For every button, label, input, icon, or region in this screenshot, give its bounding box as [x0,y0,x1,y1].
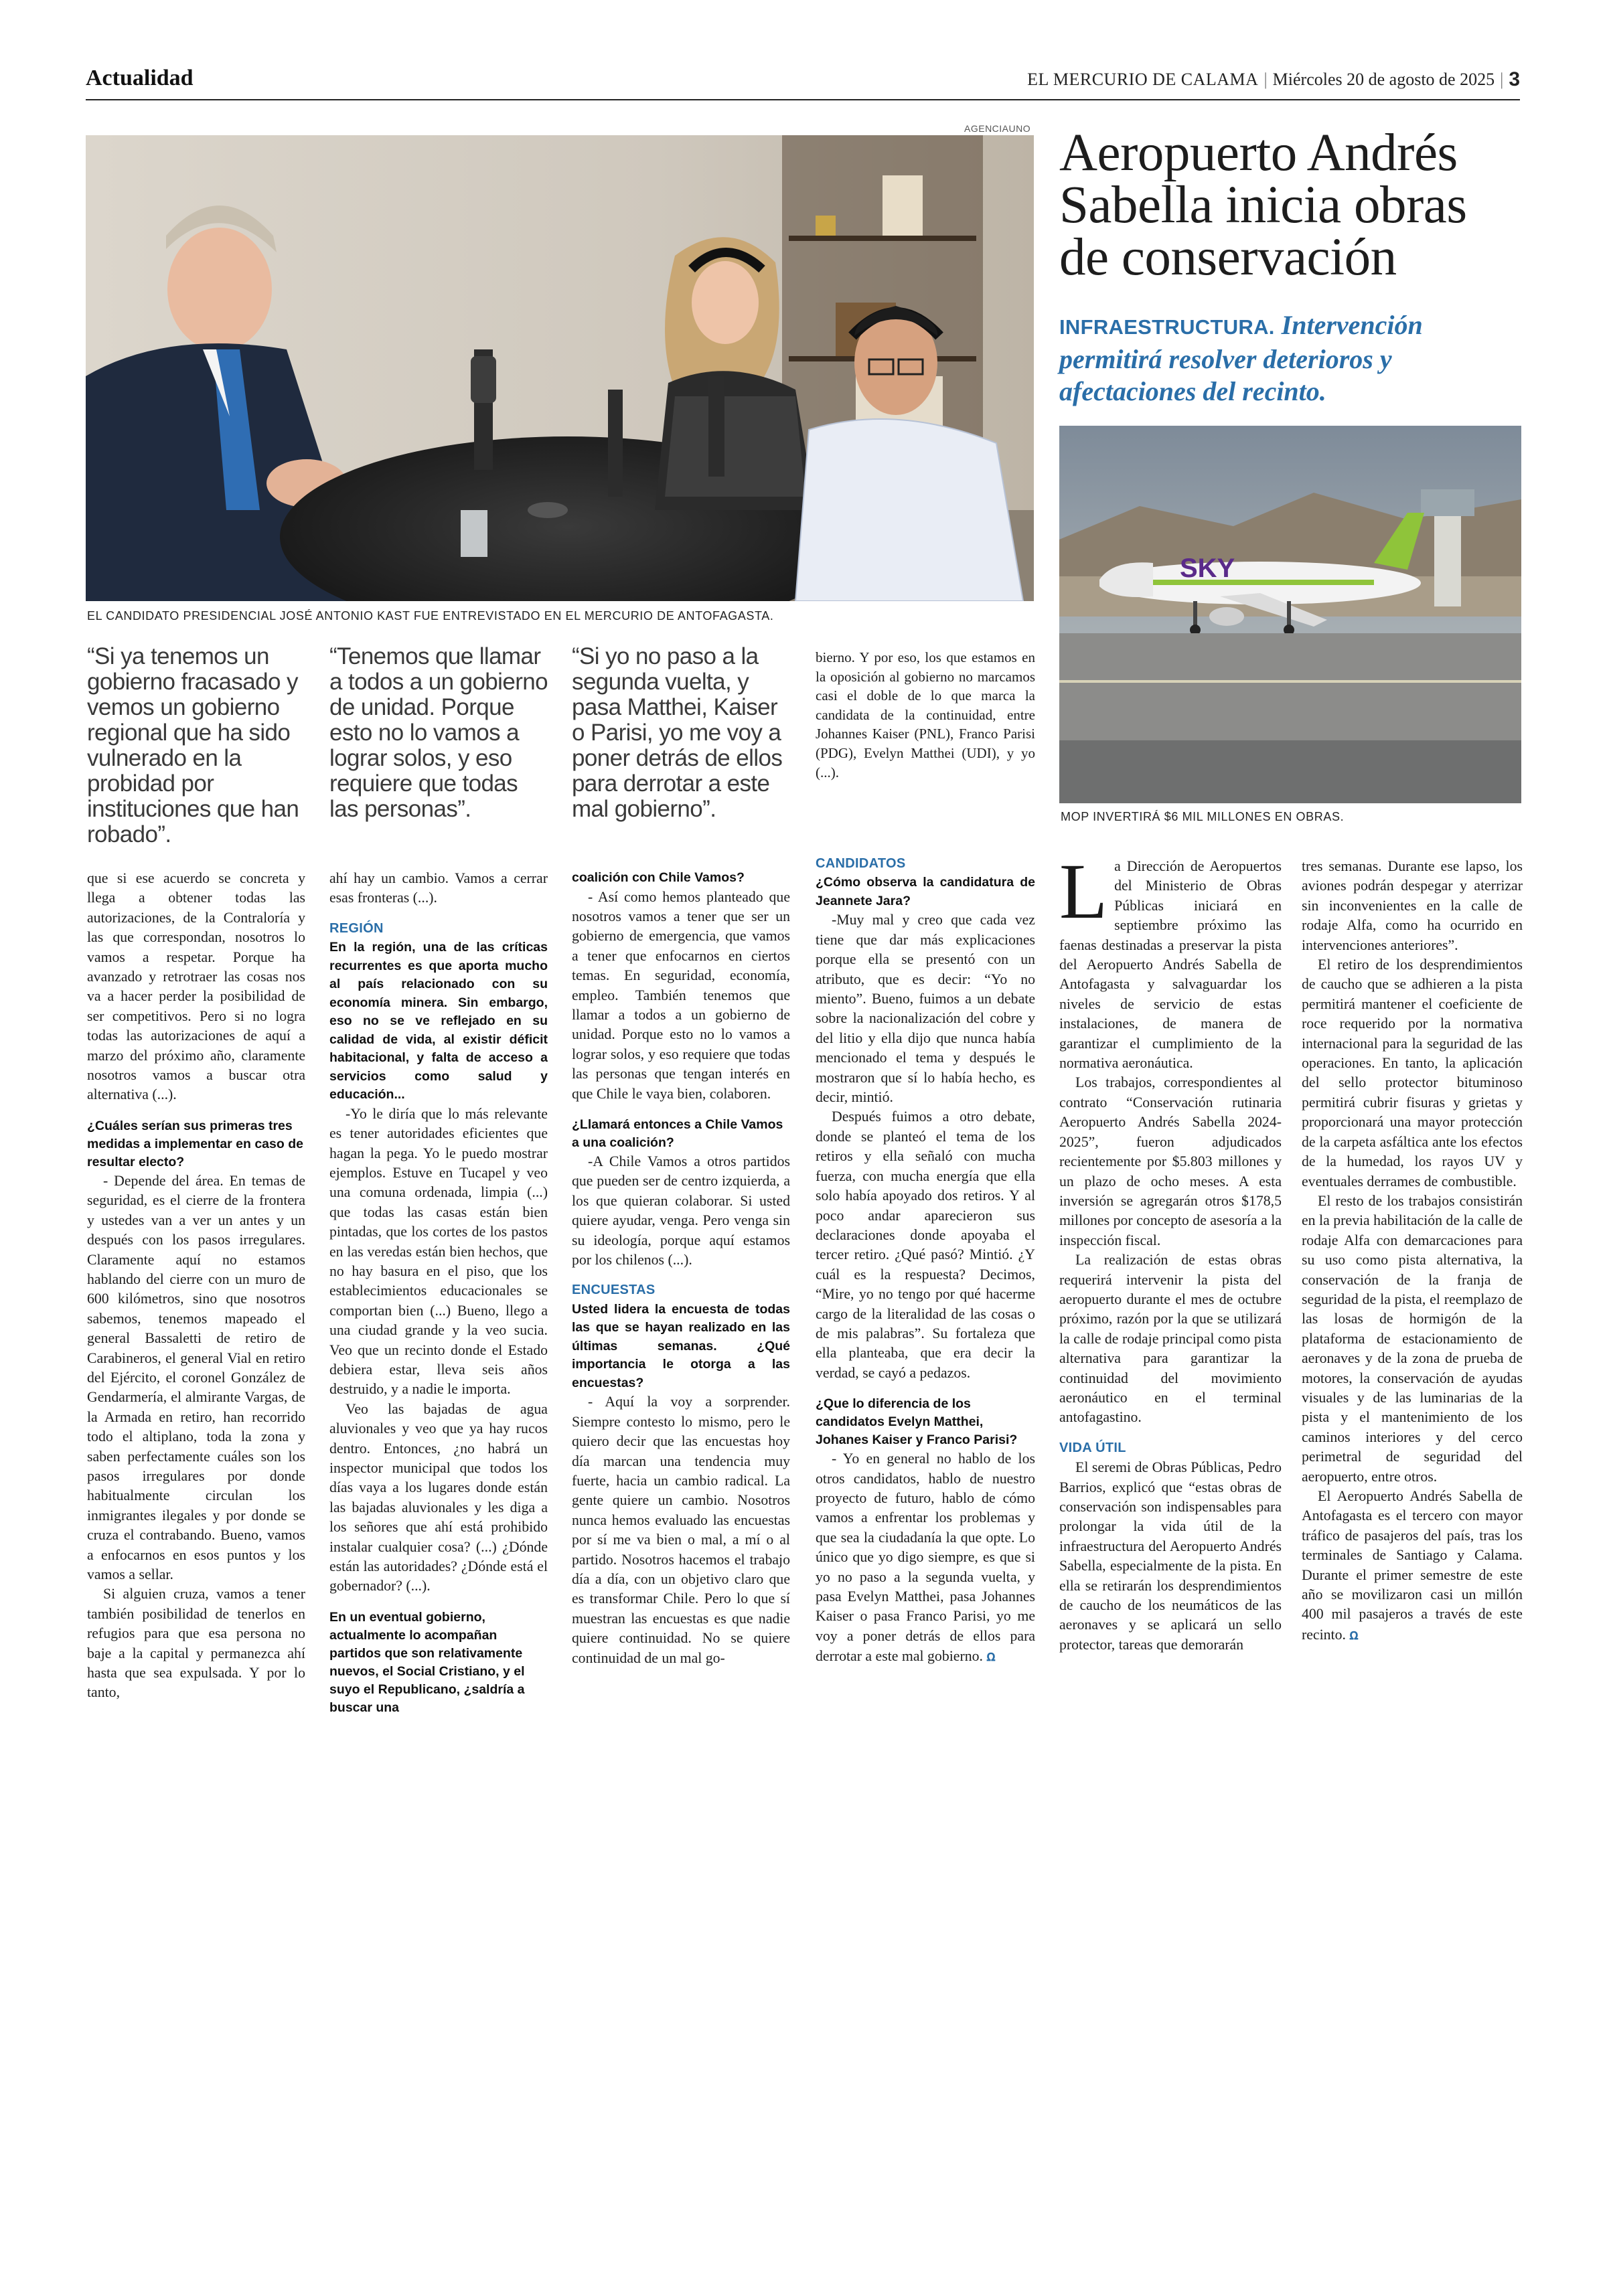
airport-column-1 [1059,847,1282,1655]
subheading-region: REGIÓN [329,920,384,936]
paragraph: bierno. Y por eso, los que estamos en la oposición al gobierno no marcamos casi el doble de lo que marca la candidata de la continuidad, entre Johannes Kaiser (PNL), Franco Parisi (PDG), Evelyn Matthei (UDI), y yo (...). [816,649,1035,781]
paragraph-text: El Aeropuerto Andrés Sabella de Antofagasta es el tercero con mayor tráfico de pasajeros del país, tras los terminales de Santiago y Calama. Durante el primer semestre de este año se movilizaron casi un millón 400 mil pasajeros a través de este recinto. [1302,1488,1523,1643]
interview-question: En un eventual gobierno, actualmente lo acompañan partidos que son relativamente nuevos, el Social Cristiano, y el suyo el Republicano, ¿saldría a buscar una [329,1609,525,1715]
paragraph: Si alguien cruza, vamos a tener también posibilidad de tenerlos en refugios para que esa persona no baje a la capital y permanezca ahí hasta que sea expulsada. Y por lo tanto, [87,1586,305,1701]
paragraph-text: - Yo en general no hablo de los otros candidatos, hablo de nuestro proyecto de futuro, hablo de cómo vamos a enfrentar los problemas y que sea la ciudadanía la que opte. Lo único que yo digo siempre, es que si yo no paso a la segunda vuelta, y pasa Evelyn Matthei, pasa Johannes Kaiser o pasa Franco Parisi, yo me voy a poner detrás de ellos para derrotar a este mal gobierno. [816,1451,1035,1665]
end-mark-icon: ꭥ [986,1647,996,1665]
page-number: 3 [1509,68,1520,90]
paragraph [1302,1487,1523,1645]
pull-quote-2: “Tenemos que llamar a todos a un gobierno de unidad. Porque esto no lo vamos a lograr solos, y eso requiere que todas las personas”. [329,643,548,822]
airport-deck-text: Intervención permitirá resolver deterioros y afectaciones del recinto. [1059,310,1423,406]
paragraph: El resto de los trabajos consistirán en la previa habilitación de la calle de rodaje Alfa con demarcaciones para su uso como pista alternativa, la conservación de la franja de seguridad de la pista, el reemplazo de las losas de hormigón de la plataforma de estacionamiento de aeronaves y de la zona de prueba de motores, la conservación de ayudas visuales y de las luminarias de la pista y el mantenimiento de los caminos interiores y del cerco perimetral de seguridad del aeropuerto, entre otros. [1302,1192,1523,1485]
masthead-separator-2: | [1500,70,1504,89]
issue-date: Miércoles 20 de agosto de 2025 [1272,70,1495,89]
interview-question: ¿Que lo diferencia de los candidatos Evelyn Matthei, Johanes Kaiser y Franco Parisi? [816,1396,1018,1448]
interview-question: Usted lidera la encuesta de todas las que se hayan realizado en las últimas semanas. ¿Qué importancia le otorga a las encuestas? [572,1301,790,1390]
interview-col4-top [816,648,1035,782]
interview-question: En la región, una de las críticas recurrentes es que aporta mucho al país relacionado con su economía minera. Sin embargo, eso no se ve reflejado en su calidad de vida, al existir déficit habitacional, y falta de acceso a servicios como salud y educación... [329,940,548,1102]
paragraph: - Depende del área. En temas de seguridad, es el cierre de la frontera y ustedes van a ver un antes y un después con los pasos irregulares. Claramente aquí no estamos hablando del cierre con un muro de 600 kilómetros, sino que nosotros sabemos, tenemos mapeado el general Bassaletti de retiro de Carabineros, el general Vial en retiro del Ejército, el coronel González de Gendarmería, el almirante Vargas, de la Armada en retiro, han recorrido todo el altiplano, toda la zona y saben perfectamente cuáles son los pasos irregulares por donde habitualmente circulan los inmigrantes ilegales y por donde se cruza el contrabando. Bueno, vamos a enfocarnos en esos puntos y los vamos a sellar. [87,1172,305,1582]
paragraph: -A Chile Vamos a otros partidos que pueden ser de centro izquierda, a los que quieran colaborar. Si usted quiere ayudar, venga. Pero venga sin su ideología, porque aquí estamos por los chilenos (...). [572,1153,790,1268]
paragraph: -Yo le diría que lo más relevante es tener autoridades eficientes que hagan la pega. Yo le puedo mostrar ejemplos. Estuve en Tucapel y veo una comuna ordenada, limpia (...) que todas las casas están bien pintadas, que los cortes de los pastos en las veredas están bien hechos, que no hay basura en el piso, que los establecimientos educacionales se comportan bien (...) Bueno, llego a una ciudad grande y la veo sucia. Veo que un recinto donde el Estado debiera estar, lleva seis años destruido, y a nadie le importa. [329,1105,548,1398]
paragraph: Después fuimos a otro debate, donde se planteó el tema de los retiros y ella señaló con mucha fuerza, con mucha energía que ella solo había apoyado dos retiros. Y al poco andar aparecieron sus declaraciones donde apoyaba el tercer retiro. ¿Qué pasó? Mintió. ¿Y cuál es la respuesta? Decimos, “Mire, yo no tengo por qué hacerme cargo de la literalidad de las cosas o de mis palabras”. Su fortaleza que ella planteaba, que era decir la verdad, se cayó a pedazos. [816,1109,1035,1381]
paragraph [1059,847,1282,1073]
end-mark-icon: ꭥ [1349,1625,1359,1643]
interview-column-2 [329,869,548,1717]
pull-quote-3: “Si yo no paso a la segunda vuelta, y pasa Matthei, Kaiser o Parisi, yo me voy a poner detrás de ellos para derrotar a este mal gobierno”. [572,643,783,822]
paragraph: -Muy mal y creo que cada vez tiene que dar más explicaciones porque ella se presentó con un atributo, que es decir: “Yo no miento”. Bueno, fuimos a un debate sobre la nacionalización del cobre y del litio y ella dijo que nunca había mencionado el tema y después le mostraron que sí lo había hecho, es decir, mintió. [816,912,1035,1106]
interview-question: ¿Llamará entonces a Chile Vamos a una coalición? [572,1117,783,1150]
subheading-candidatos: CANDIDATOS [816,856,906,871]
interview-photo [86,135,1034,601]
paragraph [816,1449,1035,1666]
airport-photo [1059,426,1521,803]
paragraph: tres semanas. Durante ese lapso, los aviones podrán despegar y aterrizar sin inconvenientes en la calle de rodaje Alfa, como ha ocurrido en intervenciones anteriores”. [1302,858,1523,953]
subheading-vida-util: VIDA ÚTIL [1059,1440,1126,1455]
paragraph: - Así como hemos planteado que nosotros vamos a tener que ser un gobierno de emergencia, que vamos a tener que enfocarnos en ciertos temas. En seguridad, economía, empleo. También tenemos que llamar a todos a un gobierno de unidad. Porque esto no lo vamos a lograr solos, y eso requiere que todas las personas que tengan interés en que Chile le vaya bien, colaboren. [572,888,790,1102]
airport-column-2 [1302,857,1523,1645]
airport-deck [1059,309,1528,408]
interview-column-3 [572,869,790,1668]
paragraph: El retiro de los desprendimientos de caucho que se adhieren a la pista permitirá mantener el coeficiente de roce requerido por la normativa internacional para la seguridad de las operaciones. En tanto, la aplicación del sello protector bituminoso permitirá cubrir fisuras y grietas y proporcionará una mayor protección de la carpeta asfáltica ante los efectos de la humedad, los rayos UV y eventuales derrames de combustible. [1302,957,1523,1190]
drop-cap: L [1059,847,1108,935]
airport-kicker: INFRAESTRUCTURA. [1059,315,1275,339]
subheading-encuestas: ENCUESTAS [572,1283,656,1298]
interview-question: coalición con Chile Vamos? [572,870,745,885]
masthead [1027,68,1520,91]
interview-photo-caption: EL CANDIDATO PRESIDENCIAL JOSÉ ANTONIO KAST FUE ENTREVISTADO EN EL MERCURIO DE ANTOFAGASTA. [87,609,774,623]
paragraph: El seremi de Obras Públicas, Pedro Barrios, explicó que “estas obras de conservación son indispensables para prolongar la vida útil de la infraestructura del Aeropuerto Andrés Sabella, especialmente de la pista. En ella se retirarán los desprendimientos de caucho de los neumáticos de las aeronaves y se aplicará un sello protector, tareas que demorarán [1059,1459,1282,1653]
airport-photo-caption: MOP INVERTIRÁ $6 MIL MILLONES EN OBRAS. [1061,810,1345,823]
masthead-separator: | [1264,70,1268,89]
paragraph-text: a Dirección de Aeropuertos del Ministerio de Obras Públicas iniciará en septiembre próximo las faenas destinadas a preservar la pista del Aeropuerto Andrés Sabella de Antofagasta y salvaguardar los niveles de servicio de estas instalaciones, de manera de garantizar el cumplimiento de la normativa aeronáutica. [1059,858,1282,1072]
interview-question: ¿Cuáles serían sus primeras tres medidas a implementar en caso de resultar electo? [87,1118,303,1169]
header-rule [86,99,1520,100]
pull-quote-1: “Si ya tenemos un gobierno fracasado y vemos un gobierno regional que ha sido vulnerado en la probidad por instituciones que han robado”. [87,643,299,847]
section-title: Actualidad [86,66,194,90]
interview-column-1 [87,869,305,1703]
photo-credit: AGENCIAUNO [964,123,1031,134]
paragraph: ahí hay un cambio. Vamos a cerrar esas fronteras (...). [329,870,548,906]
paragraph: Los trabajos, correspondientes al contrato “Conservación rutinaria Aeropuerto Andrés Sabella 2024-2025”, fueron adjudicados recientemente por $5.803 millones y un plazo de ocho meses. A esta inversión se agregarán otros $178,5 millones por concepto de asesoría a la inspección fiscal. [1059,1074,1282,1248]
publication-name: EL MERCURIO DE CALAMA [1027,70,1259,89]
paragraph: que si ese acuerdo se concreta y llega a obtener todas las autorizaciones, de la Contraloría y las que correspondan, nosotros lo vamos a respetar. Porque ha avanzado y retrotraer las cosas nos va a hacer perder la posibilidad de ser competitivos. Pero si no logra todas las autorizaciones de aquí a marzo del próximo año, claramente nosotros vamos a buscar otra alternativa (...). [87,870,305,1103]
paragraph: - Aquí la voy a sorprender. Siempre contesto lo mismo, pero le quiero decir que las encuestas hoy día marcan una tendencia muy fuerte, hacia un cambio radical. La gente quiere un cambio. Nosotros nunca hemos evaluado las encuestas por sí me va bien o mal, a mí o al partido. Nosotros hacemos el trabajo día a día, con un objetivo claro que es transformar Chile. Pero lo que sí muestran las encuestas es que nadie quiere continuidad. No se quiere continuidad de un mal go- [572,1394,790,1666]
interview-column-4 [816,854,1035,1667]
airport-headline: Aeropuerto Andrés Sabella inicia obras de conservación [1059,124,1467,286]
interview-photo-illustration [86,135,1034,601]
paragraph: La realización de estas obras requerirá intervenir la pista del aeropuerto durante el mes de octubre próximo, razón por la que se utilizará la calle de rodaje principal como pista alternativa para garantizar la continuidad del movimiento aeronáutico en el terminal antofagastino. [1059,1252,1282,1426]
airport-photo-illustration [1059,426,1521,803]
paragraph: Veo las bajadas de agua aluvionales y veo que ya hay rucos dentro. Entonces, ¿no habrá un inspector municipal que todos los días vaya a los lugares donde están las bajadas aluvionales y les diga a los señores que ahí está prohibido instalar cualquier cosa? (...) ¿Dónde están las autoridades? ¿Dónde está el gobernador? (...). [329,1400,548,1594]
interview-question: ¿Cómo observa la candidatura de Jeannete Jara? [816,875,1035,908]
plane-logo: SKY [1180,554,1235,583]
